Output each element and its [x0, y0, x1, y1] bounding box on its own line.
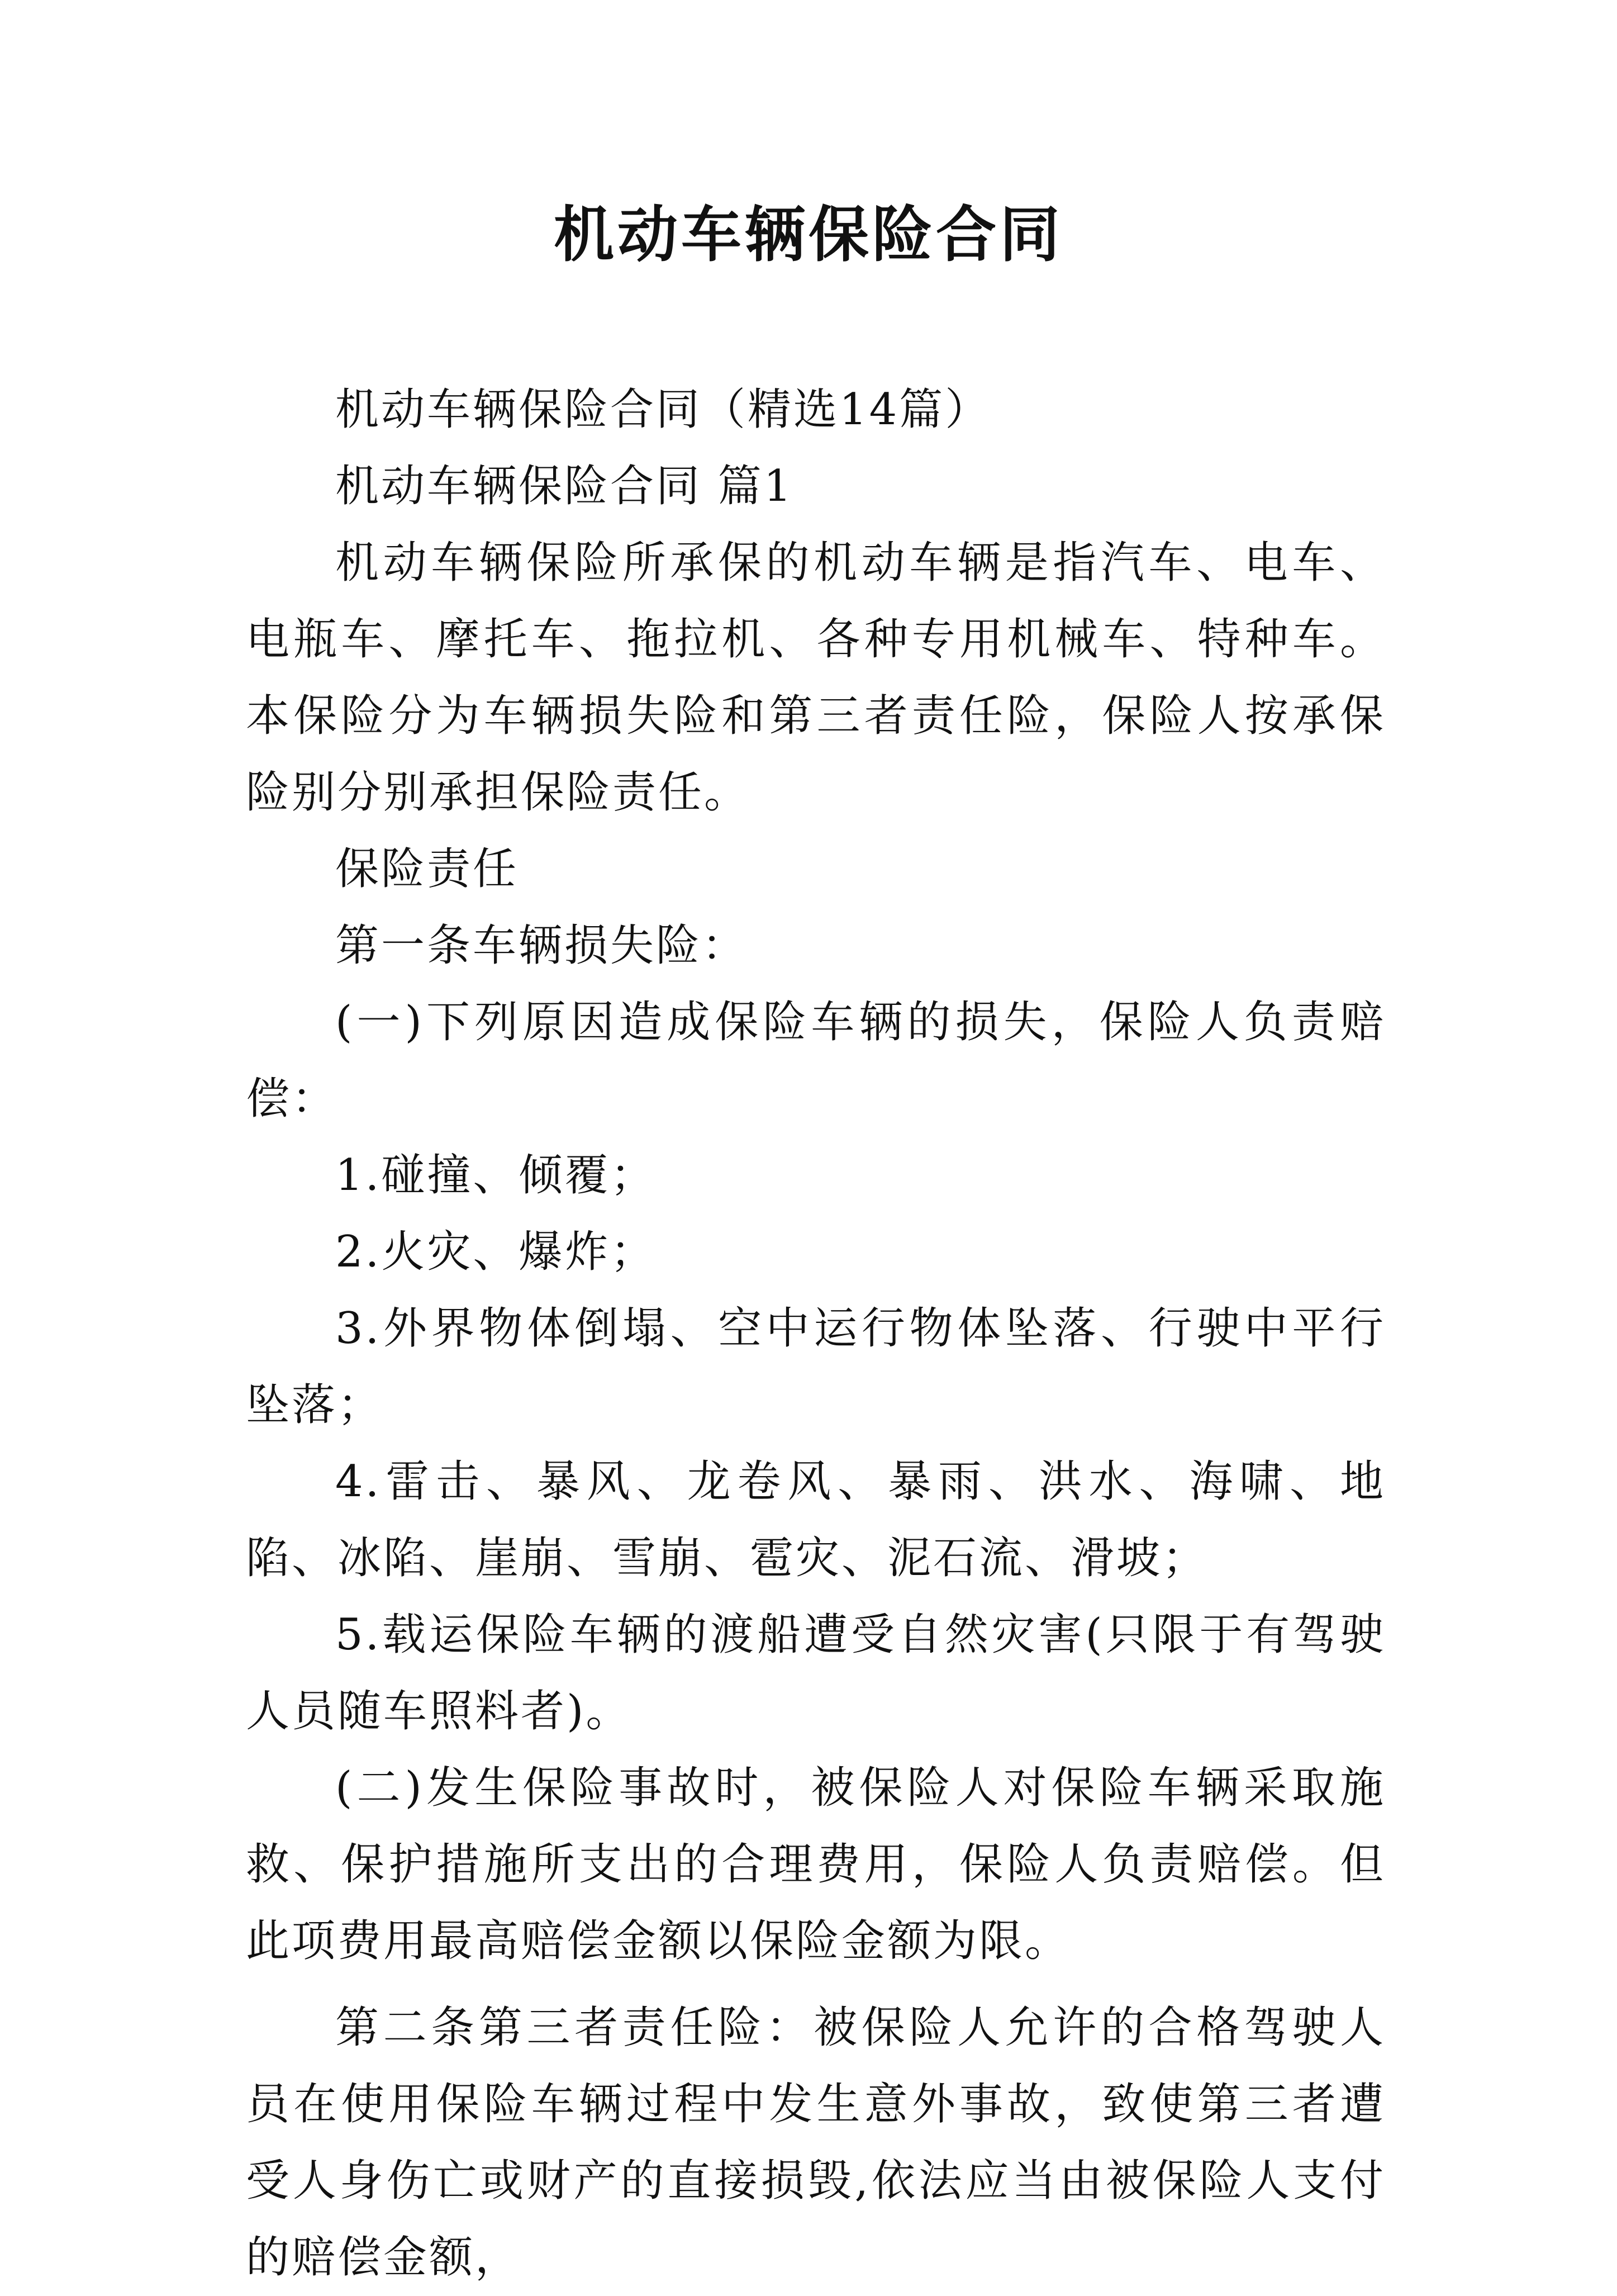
paragraph-subclause-1: (一)下列原因造成保险车辆的损失，保险人负责赔偿：: [246, 997, 1386, 1124]
paragraph-clause-1: 第一条车辆损失险：: [335, 921, 748, 971]
paragraph-item-3: 3.外界物体倒塌、空中运行物体坠落、行驶中平行坠落；: [246, 1303, 1386, 1430]
paragraph-intro: 机动车辆保险所承保的机动车辆是指汽车、电车、电瓶车、摩托车、拖拉机、各种专用机械车、特种车。本保险分为车辆损失险和第三者责任险，保险人按承保险别分别承担保险责任。: [246, 538, 1386, 818]
document-body: [246, 372, 1386, 2296]
paragraph-subclause-2: (二)发生保险事故时，被保险人对保险车辆采取施救、保护措施所支出的合理费用，保险人负责赔偿。但此项费用最高赔偿金额以保险金额为限。: [246, 1763, 1386, 1966]
paragraph-item-2: 2.火灾、爆炸；: [335, 1227, 657, 1277]
paragraph-item-5: 5.载运保险车辆的渡船遭受自然灾害(只限于有驾驶人员随车照料者)。: [246, 1610, 1386, 1737]
paragraph-item-1: 1.碰撞、倾覆；: [335, 1150, 657, 1201]
paragraph-item-4: 4.雷击、暴风、龙卷风、暴雨、洪水、海啸、地陷、冰陷、崖崩、雪崩、雹灾、泥石流、滑坡；: [246, 1457, 1386, 1583]
paragraph-clause-2: 第二条第三者责任险：被保险人允许的合格驾驶人员在使用保险车辆过程中发生意外事故，致使第三者遭受人身伤亡或财产的直接损毁,依法应当由被保险人支付的赔偿金额，: [246, 2003, 1386, 2283]
paragraph-collection-title: 机动车辆保险合同（精选14篇）: [335, 385, 991, 435]
paragraph-article-heading: 机动车辆保险合同 篇1: [335, 461, 794, 511]
document-title: 机动车辆保险合同: [553, 200, 1063, 270]
paragraph-section-heading: 保险责任: [335, 844, 519, 894]
